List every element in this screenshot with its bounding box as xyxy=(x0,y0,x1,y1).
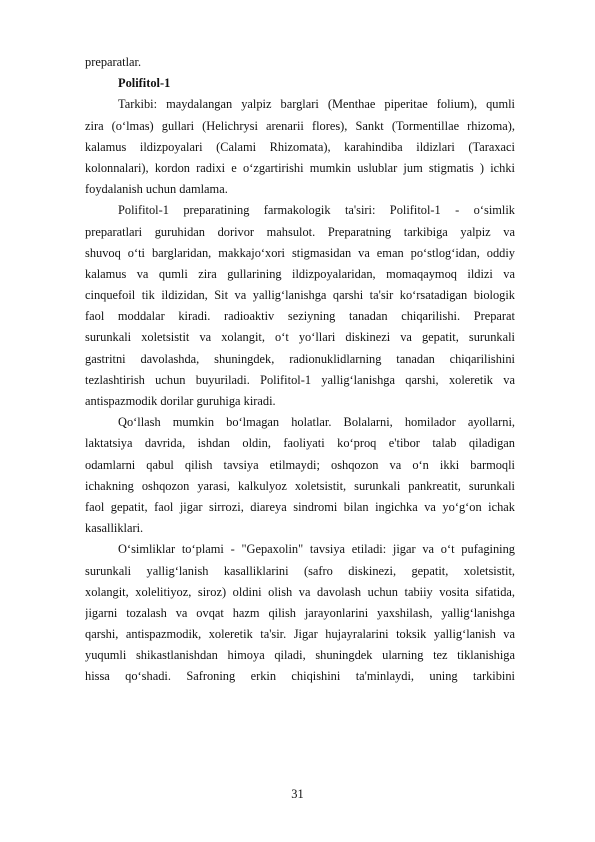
text-line: preparatlar. xyxy=(85,55,142,69)
text-line: Polifitol-1 preparatining farmakologik ta'siri: Polifitol-1 - o‘simlik xyxy=(118,203,515,218)
text-line: foydalanish uchun damlama. xyxy=(85,182,228,197)
text-line: kolonnalari), kordon radixi e o‘zgartirishi mumkin uslublar jum stigmatis ) ichki xyxy=(85,160,515,175)
text-line: Qo‘llash mumkin bo‘lmagan holatlar. Bolalarni, homilador ayollarni, xyxy=(118,415,515,430)
text-line: faol gepatit, faol jigar sirrozi, diareya sindromi bilan ingichka va yo‘g‘on ichak xyxy=(85,499,515,514)
text-line: xolangit, xolelitiyoz, siroz) oldini olish va davolash uchun tabiiy vosita sifatida, xyxy=(85,584,515,599)
text-line: O‘simliklar to‘plami - "Gepaxolin" tavsiya etiladi: jigar va o‘t pufagining xyxy=(118,542,515,557)
section-heading: Polifitol-1 xyxy=(118,76,171,91)
text-line: surunkali xoletsistit va xolangit, o‘t yo‘llari diskinezi va gepatit, surunkali xyxy=(85,330,515,345)
text-line: qarshi, antispazmodik, xoleretik ta'sir. Jigar hujayralarini toksik yallig‘lanish va xyxy=(85,627,515,642)
text-line: Tarkibi: maydalangan yalpiz barglari (Menthae piperitae folium), qumli xyxy=(118,97,515,112)
text-line: kalamus va qumli zira gullarining ildizpoyalaridan, momaqaymoq ildizi va xyxy=(85,266,515,281)
text-line: kasalliklari. xyxy=(85,521,144,536)
text-line: surunkali yallig‘lanish kasalliklarini (safro diskinezi, gepatit, xoletsistit, xyxy=(85,563,515,578)
text-line: shuvoq o‘ti barglaridan, makkajo‘xori stigmasidan va eman po‘stlog‘idan, oddiy xyxy=(85,245,515,260)
text-line: jigarni tozalash va ovqat hazm qilish jarayonlarini yaxshilash, yallig‘lanishga xyxy=(85,605,515,620)
text-line: preparatlari guruhidan dorivor mahsulot. Preparatning tarkibiga yalpiz va xyxy=(85,224,515,239)
document-page xyxy=(85,52,515,688)
text-line: ichakning oshqozon yarasi, kalkulyoz xoletsistit, surunkali pankreatit, surunkali xyxy=(85,478,515,493)
text-line: zira (o‘lmas) gullari (Helichrysi arenarii flores), Sankt (Tormentillae rhizoma), xyxy=(85,118,515,133)
text-line: gastritni davolashda, shuningdek, radionuklidlarning tanadan chiqarilishini xyxy=(85,351,515,366)
page-number: 31 xyxy=(291,787,304,801)
text-line: cinquefoil tik ildizidan, Sit va yallig‘lanishga qarshi ta'sir ko‘rsatadigan biologik xyxy=(85,288,515,303)
text-line: laktatsiya davrida, ishdan oldin, faoliyati ko‘proq e'tibor talab qiladigan xyxy=(85,436,515,451)
text-line: hissa qo‘shadi. Safroning erkin chiqishini ta'minlaydi, uning tarkibini xyxy=(85,669,515,684)
text-line: yuqumli shikastlanishdan himoya qiladi, shuningdek ularning tez tiklanishiga xyxy=(85,648,515,663)
text-line: odamlarni qabul qilish tavsiya etilmaydi; oshqozon va o‘n ikki barmoqli xyxy=(85,457,515,472)
text-line: faol moddalar kiradi. radioaktiv seziyning tanadan chiqarilishi. Preparat xyxy=(85,309,515,324)
text-line: tezlashtirish uchun buyuriladi. Polifitol-1 yallig‘lanishga qarshi, xoleretik va xyxy=(85,372,515,387)
text-line: antispazmodik dorilar guruhiga kiradi. xyxy=(85,394,276,408)
document-body xyxy=(85,52,515,688)
text-line: kalamus ildizpoyalari (Calami Rhizomata), karahindiba ildizlari (Taraxaci xyxy=(85,139,515,154)
